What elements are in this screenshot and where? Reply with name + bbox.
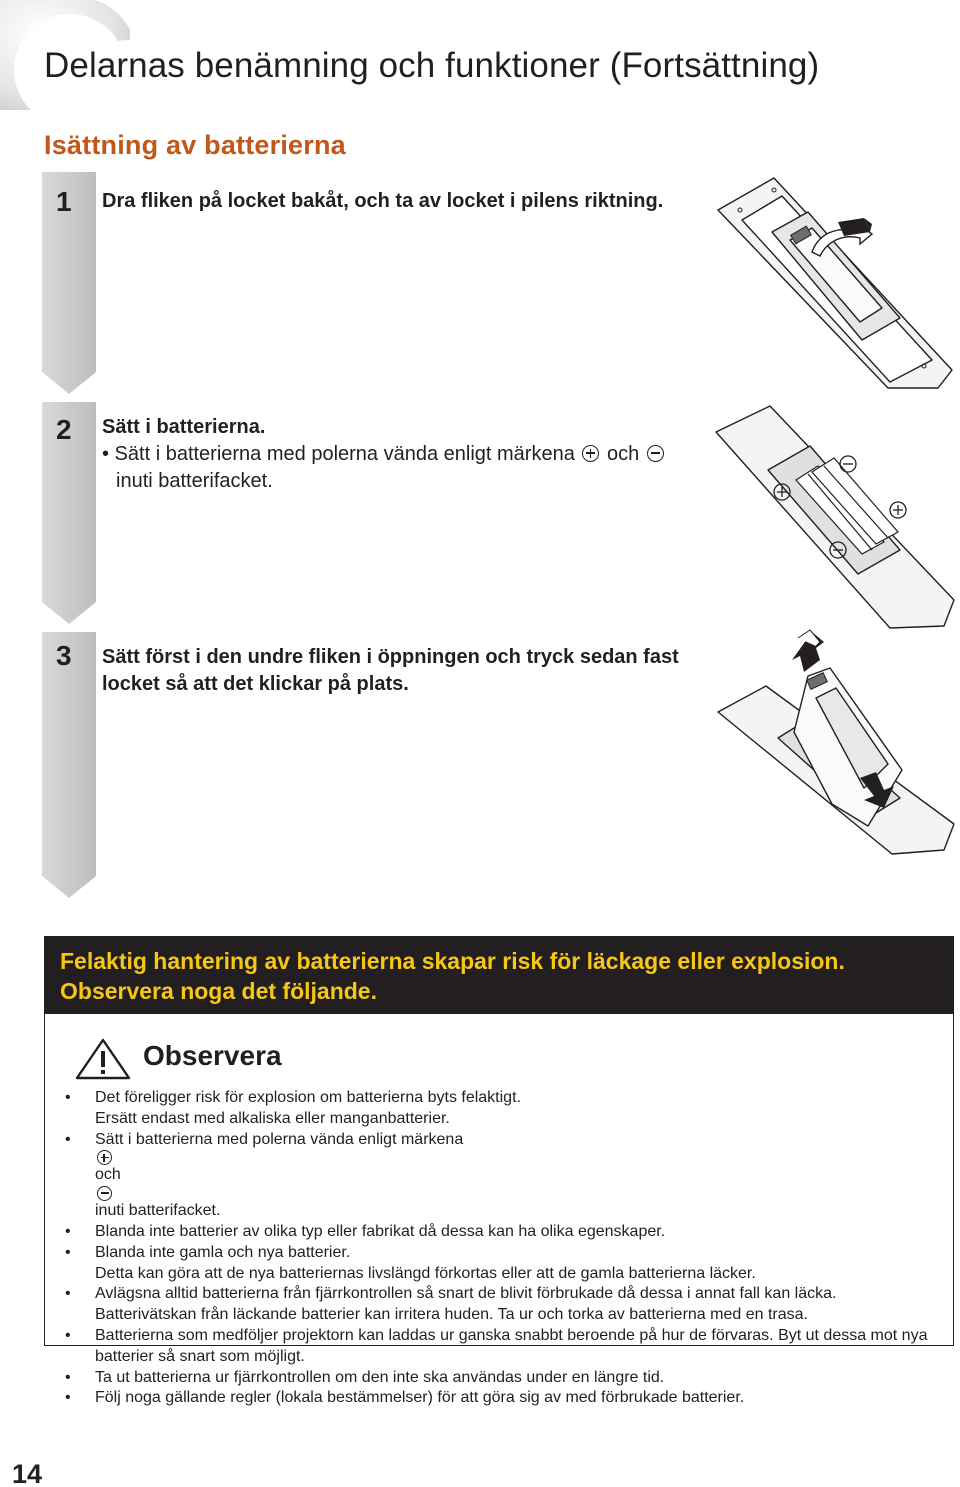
step-1-text: Dra fliken på locket bakåt, och ta av locket i pilens riktning. — [102, 190, 664, 212]
list-item — [65, 1368, 945, 1389]
page-number: 14 — [12, 1459, 43, 1487]
step-3-number: 3 — [56, 640, 72, 671]
remote-batteries-illustration — [712, 404, 958, 634]
step-2-bullet-mid: och — [606, 443, 640, 465]
list-item-text: och — [95, 1166, 121, 1184]
remote-open-cover-illustration — [712, 170, 958, 392]
warning-line-1: Felaktig hantering av batterierna skapar risk för läckage eller explosion. — [60, 948, 845, 974]
step-1-number: 1 — [56, 186, 72, 217]
list-item-text: • Följ noga gällande regler (lokala bestämmelser) för att göra sig av med förbrukade batterier. — [95, 1389, 745, 1407]
list-item-text: • Batterierna som medföljer projektorn kan laddas ur ganska snabbt beroende på hur de förvaras. Byt ut dessa mot nya batterier så snart som möjligt. — [95, 1326, 928, 1365]
step-2-bullet-pre: • Sätt i batterierna med polerna vända enligt märkena — [102, 443, 575, 465]
observera-box — [44, 1014, 954, 1407]
warning-line-2: Observera noga det följande. — [60, 978, 377, 1004]
list-item-text: Batterivätskan från läckande batterier kan irritera huden. Ta ur och torka av batterierna med en trasa. — [95, 1306, 808, 1324]
plus-symbol-icon — [97, 1150, 112, 1165]
page-title: Delarnas benämning och funktioner (Fortsättning) — [44, 46, 820, 85]
section-title: Isättning av batterierna — [44, 130, 346, 160]
list-item-text: • Blanda inte gamla och nya batterier. — [95, 1243, 351, 1261]
plus-symbol-icon — [582, 445, 599, 462]
observera-title: Observera — [143, 1040, 282, 1071]
list-item-text: • Blanda inte batterier av olika typ eller fabrikat då dessa kan ha olika egenskaper. — [95, 1222, 666, 1240]
list-item — [65, 1130, 945, 1222]
step-2-content — [102, 414, 692, 495]
list-item — [65, 1088, 945, 1130]
list-item — [65, 1243, 945, 1285]
list-item — [65, 1326, 945, 1368]
minus-symbol-icon — [647, 445, 664, 462]
step-2-number: 2 — [56, 414, 72, 445]
step-2-text: Sätt i batterierna. — [102, 416, 266, 438]
remote-close-cover-illustration — [712, 628, 958, 868]
list-item-text: • Det föreligger risk för explosion om batterierna byts felaktigt. — [95, 1089, 521, 1106]
step-3-text: Sätt först i den undre fliken i öppningen och tryck sedan fast locket så att det klickar på plats. — [102, 646, 679, 695]
list-item-text: Detta kan göra att de nya batteriernas livslängd förkortas eller att de gamla batterierna läcker. — [95, 1264, 756, 1282]
list-item-text: • Avlägsna alltid batterierna från fjärrkontrollen så snart de blivit förbrukade då dessa i annat fall kan läcka. — [95, 1285, 837, 1303]
list-item — [65, 1284, 945, 1326]
list-item-text: Ersätt endast med alkaliska eller manganbatterier. — [95, 1109, 450, 1127]
step-2-bullet — [102, 441, 692, 495]
list-item — [65, 1222, 945, 1243]
step-2-bullet-post: inuti batterifacket. — [116, 470, 273, 492]
warning-triangle-icon — [75, 1038, 131, 1080]
minus-symbol-icon — [97, 1186, 112, 1201]
observera-list — [65, 1088, 945, 1409]
warning-banner — [44, 936, 954, 1014]
list-item-text: Sätt i batterierna med polerna vända enligt märkena — [95, 1130, 464, 1148]
list-item — [65, 1388, 945, 1409]
list-item-text: inuti batterifacket. — [95, 1202, 221, 1220]
list-item-text: • Ta ut batterierna ur fjärrkontrollen om den inte ska användas under en längre tid. — [95, 1368, 665, 1386]
